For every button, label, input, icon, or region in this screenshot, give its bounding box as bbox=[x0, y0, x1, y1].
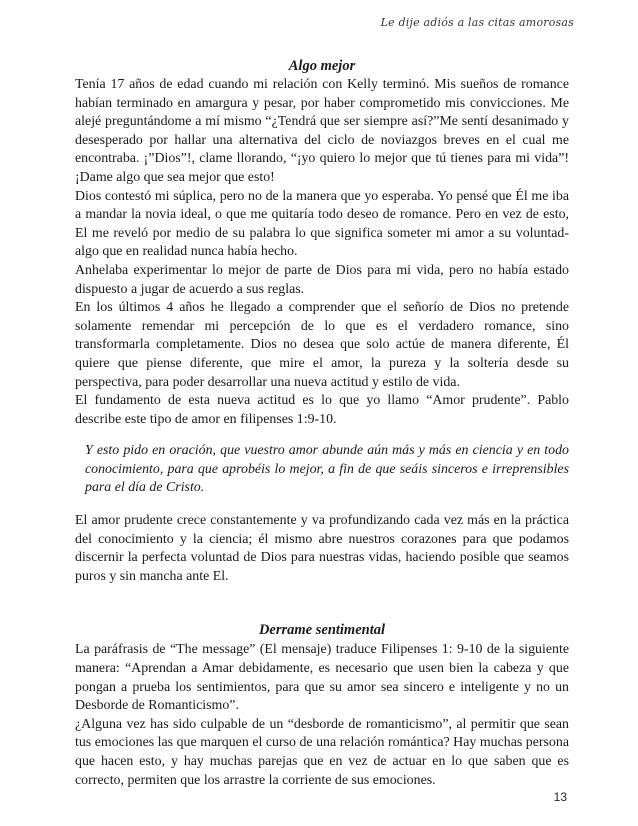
section-title-derrame-sentimental: Derrame sentimental bbox=[258, 622, 386, 639]
quote-text: Y esto pido en oración, que vuestro amor abunde aún más y más en ciencia y en todo conocimiento, para que aprobéis lo mejor, a fin de que seáis sinceros e irreprensibles para el día de Cristo. bbox=[85, 443, 569, 496]
paragraph: Anhelaba experimentar lo mejor de parte de Dios para mi vida, pero no había estado dispuesto a jugar de acuerdo a sus reglas. bbox=[75, 262, 569, 297]
paragraph: ¿Alguna vez has sido culpable de un “desborde de romanticismo”, al permitir que sean tus emociones las que marquen el curso de una relación romántica? Hay muchas persona que hacen esto, y hay muchas parejas que en vez de actuar en lo que saben que es correcto, permiten que los arrastre la corriente de sus emociones. bbox=[75, 716, 569, 788]
paragraph: Tenía 17 años de edad cuando mi relación con Kelly terminó. Mis sueños de romance habían terminado en amargura y pesar, por haber comprometido mis convicciones. Me alejé preguntándome a mí mismo “¿Tendrá que ser siempre así?”Me sentí desanimado y desesperado por hallar una alternativa del ciclo de noviazgos breves en el cual me encontraba. ¡”Dios”!, clame llorando, “¡yo quiero lo mejor que tú tienes para mi vida”! ¡Dame algo que sea mejor que esto! bbox=[75, 77, 569, 185]
paragraph: En los últimos 4 años he llegado a comprender que el señorío de Dios no pretende solamente remendar mi percepción de lo que es el verdadero romance, sino transformarla completamente. Dios no desea que solo actúe de manera diferente, Él quiere que piense diferente, que mire el amor, la pureza y la soltería desde su perspectiva, para poder desarrollar una nueva actitud y estilo de vida. bbox=[75, 300, 569, 390]
page-number: 13 bbox=[553, 790, 567, 804]
paragraph: El amor prudente crece constantemente y va profundizando cada vez más en la práctica del conocimiento y la ciencia; él mismo abre nuestros corazones para que podamos discernir la perfecta voluntad de Dios para nuestras vidas, haciendo posible que seamos puros y sin mancha ante El. bbox=[75, 513, 569, 584]
section-title-algo-mejor: Algo mejor bbox=[288, 58, 356, 74]
page-content bbox=[75, 57, 569, 790]
bible-quote bbox=[85, 442, 569, 498]
paragraph: La paráfrasis de “The message” (El mensaje) traduce Filipenses 1: 9-10 de la siguiente manera: “Aprendan a Amar debidamente, es necesario que usen bien la cabeza y que pongan a prueba los sentimientos, para que su amor sea sincero e inteligente y no un Desborde de Romanticismo”. bbox=[75, 642, 569, 714]
running-head: Le dije adiós a las citas amorosas bbox=[380, 16, 574, 29]
paragraph: El fundamento de esta nueva actitud es lo que yo llamo “Amor prudente”. Pablo describe este tipo de amor en filipenses 1:9-10. bbox=[75, 393, 569, 427]
paragraph: Dios contestó mi súplica, pero no de la manera que yo esperaba. Yo pensé que Él me iba a mandar la novia ideal, o que me quitaría todo deseo de romance. Pero en vez de esto, El me reveló por medio de su palabra lo que significa someter mi amor a su voluntad- algo que en realidad nunca había hecho. bbox=[75, 188, 569, 260]
